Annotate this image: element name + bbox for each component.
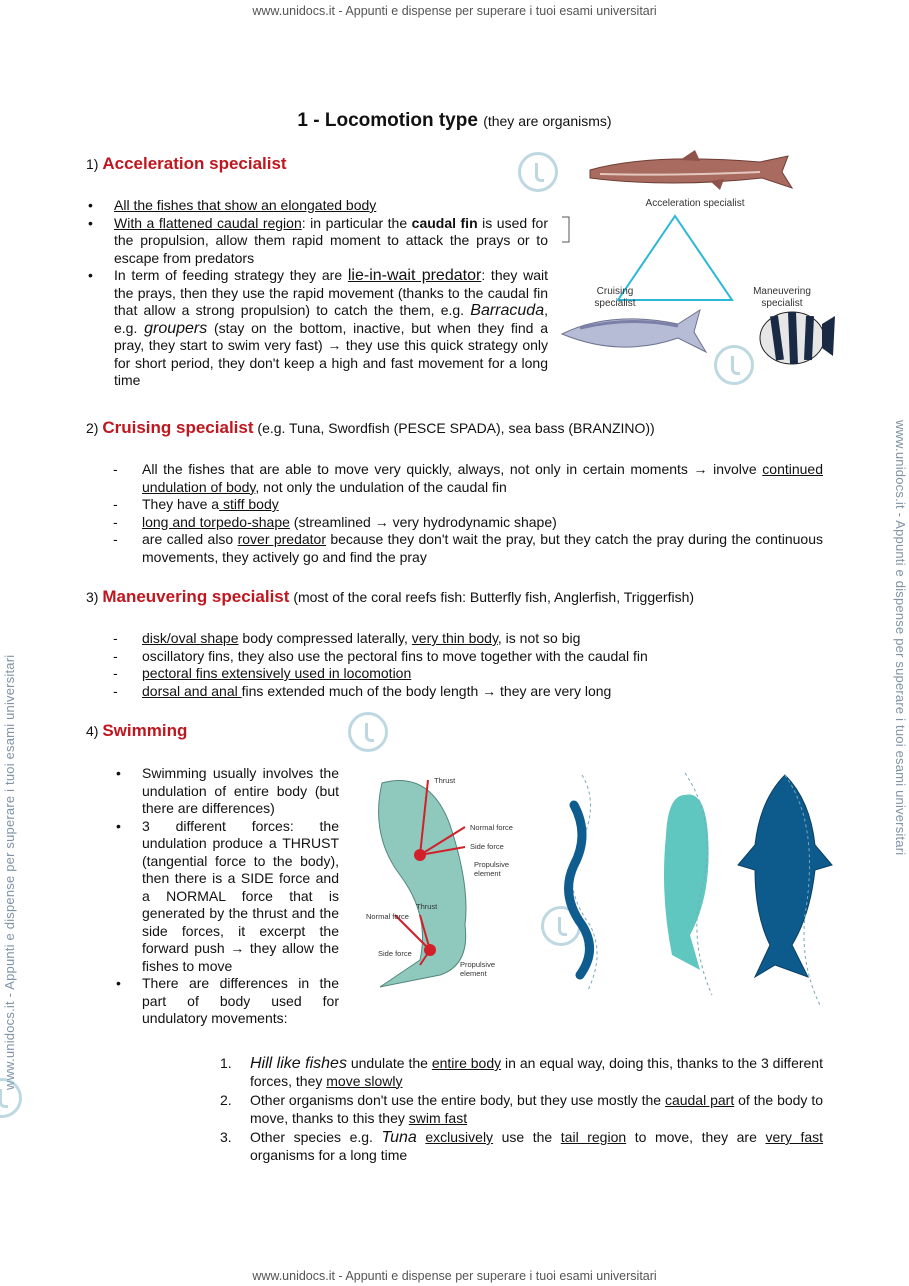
- label-thrust: Thrust: [434, 776, 456, 785]
- thunniform-swimmer-illustration: [738, 775, 832, 1005]
- watermark-side-left: www.unidocs.it - Appunti e dispense per superare i tuoi esami universitari: [2, 654, 17, 1090]
- label-side-force: Side force: [470, 842, 504, 851]
- section-note: (e.g. Tuna, Swordfish (PESCE SPADA), sea bass (BRANZINO)): [257, 420, 655, 436]
- section-title: Maneuvering specialist: [102, 587, 290, 606]
- list-item: • 3 different forces: the undulation produce a THRUST (tangential force to the body), then there is a SIDE force and a NORMAL force that is generated by the thrust and the side forces, it excerpt the forward push → they allow the fishes to move: [114, 818, 339, 976]
- angelfish-illustration: [760, 312, 835, 364]
- list-item: 1. Hill like fishes undulate the entire body in an equal way, doing this, thanks to the 3 different forces, they move slowly: [220, 1055, 823, 1089]
- label-cruising: Cruising: [596, 286, 634, 297]
- section-1-heading: [86, 154, 287, 174]
- list-item: • Swimming usually involves the undulation of entire body (but there are differences): [114, 765, 339, 818]
- anguilliform-swimmer-illustration: [569, 775, 597, 990]
- list-item: • There are differences in the part of body used for undulatory movements:: [114, 975, 339, 1028]
- section-number: 3): [86, 589, 99, 605]
- section-number: 4): [86, 723, 99, 739]
- label-acceleration: Acceleration specialist: [645, 198, 745, 209]
- section-number: 2): [86, 420, 99, 436]
- list-item: - pectoral fins extensively used in locomotion: [113, 665, 823, 683]
- watermark-logo-icon: [348, 712, 388, 752]
- watermark-banner-top: www.unidocs.it - Appunti e dispense per superare i tuoi esami universitari: [252, 4, 657, 18]
- label-normal-force: Normal force: [366, 912, 409, 921]
- title-sub: (they are organisms): [483, 113, 612, 129]
- watermark-banner-bottom: www.unidocs.it - Appunti e dispense per superare i tuoi esami universitari: [252, 1269, 657, 1283]
- barracuda-illustration: [590, 150, 792, 190]
- section-number: 1): [86, 156, 99, 172]
- section-2-list: [113, 461, 823, 566]
- label-maneuvering: Maneuvering: [753, 286, 811, 297]
- list-item: 3. Other species e.g. Tuna exclusively use the tail region to move, they are very fast organisms for a long time: [220, 1129, 824, 1163]
- triangle-shape: [618, 216, 732, 300]
- locomotion-triangle-figure: [560, 148, 840, 393]
- label-side-force: Side force: [378, 949, 412, 958]
- mackerel-illustration: [562, 310, 706, 352]
- watermark-side-right: www.unidocs.it - Appunti e dispense per superare i tuoi esami universitari: [893, 420, 908, 856]
- label-thrust: Thrust: [416, 902, 438, 911]
- list-item: - oscillatory fins, they also use the pectoral fins to move together with the caudal fin: [113, 648, 823, 666]
- list-item: 2. Other organisms don't use the entire body, but they use mostly the caudal part of the body to move, thanks to this they swim fast: [220, 1092, 823, 1126]
- label-specialist: specialist: [761, 298, 803, 309]
- section-title: Swimming: [102, 721, 188, 740]
- shark-forces-illustration: [366, 776, 513, 987]
- swimming-forces-figure: [360, 765, 835, 1015]
- label-element: element: [460, 969, 487, 978]
- section-4-heading: [86, 721, 187, 741]
- section-4-list: [114, 765, 339, 1028]
- label-specialist: specialist: [594, 298, 636, 309]
- label-element: element: [474, 869, 501, 878]
- watermark-logo-icon: [518, 152, 558, 192]
- section-3-list: [113, 630, 823, 700]
- list-item: - They have a stiff body: [113, 496, 823, 514]
- list-item: - are called also rover predator because they don't wait the pray, but they catch the pray during the continuous movements, they actively go and find the pray: [113, 531, 823, 566]
- list-item: - All the fishes that are able to move very quickly, always, not only in certain moments → involve continued undulation of body, not only the undulation of the caudal fin: [113, 461, 823, 496]
- list-item: • In term of feeding strategy they are lie-in-wait predator: they wait the prays, then they use the rapid movement (thanks to the caudal fin that allow a strong propulsion) to catch the them, e.g. Barracuda, e.g. groupers (stay on the bottom, inactive, but when they find a pray, they start to swim very fast) → they use this quick strategy only for short period, they don't keep a high and fast movement for a long time: [86, 267, 548, 390]
- label-propulsive: Propulsive: [474, 860, 510, 869]
- swimming-types-list: [220, 1055, 823, 1166]
- section-note: (most of the coral reefs fish: Butterfly fish, Anglerfish, Triggerfish): [293, 589, 695, 605]
- label-normal-force: Normal force: [470, 823, 513, 832]
- list-item: - dorsal and anal fins extended much of the body length → they are very long: [113, 683, 823, 701]
- watermark-logo-icon: [0, 1078, 22, 1118]
- carangiform-swimmer-illustration: [664, 773, 712, 995]
- list-item: - long and torpedo-shape (streamlined → very hydrodynamic shape): [113, 514, 823, 532]
- title-main: 1 - Locomotion type: [297, 110, 478, 131]
- section-2-heading: [86, 418, 655, 438]
- page-title: [0, 110, 909, 132]
- label-propulsive: Propulsive: [460, 960, 496, 969]
- section-3-heading: [86, 587, 694, 607]
- list-item: • With a flattened caudal region: in particular the caudal fin is used for the propulsion, allow them rapid moment to attack the prays or to escape from predators: [86, 215, 548, 268]
- section-title: Acceleration specialist: [102, 154, 287, 173]
- list-item: - disk/oval shape body compressed laterally, very thin body, is not so big: [113, 630, 823, 648]
- section-1-list: [86, 197, 548, 390]
- list-item: • All the fishes that show an elongated body: [86, 197, 548, 215]
- section-title: Cruising specialist: [102, 418, 254, 437]
